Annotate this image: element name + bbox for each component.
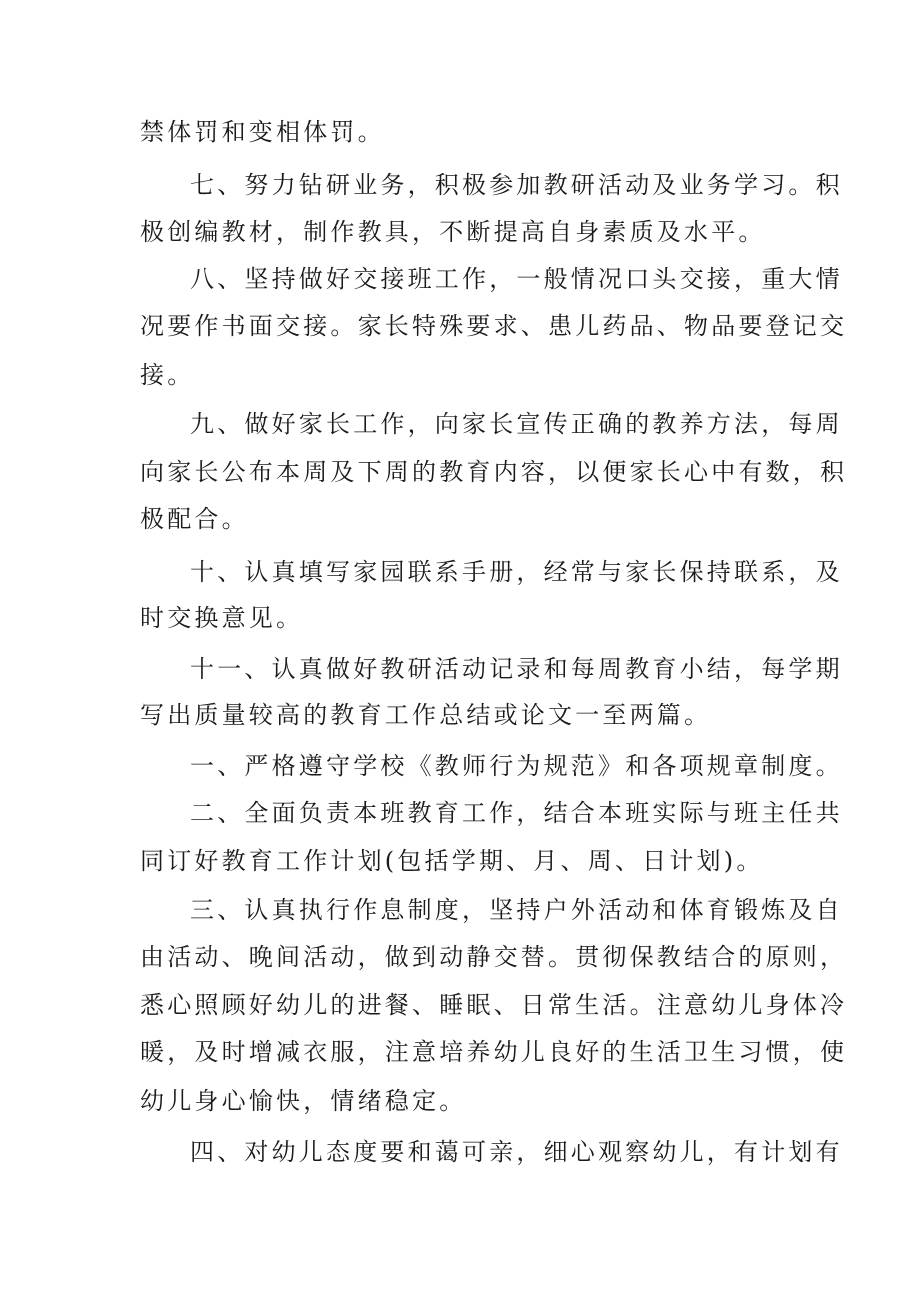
text-line: 一、严格遵守学校《教师行为规范》和各项规章制度。 xyxy=(190,752,843,780)
text-line: 悉心照顾好幼儿的进餐、睡眠、日常生活。注意幼儿身体冷 xyxy=(140,991,848,1019)
text-line: 禁体罚和变相体罚。 xyxy=(140,118,385,146)
text-line: 十一、认真做好教研活动记录和每周教育小结，每学期 xyxy=(190,655,843,683)
text-line: 暖，及时增减衣服，注意培养幼儿良好的生活卫生习惯，使 xyxy=(140,1038,848,1066)
text-line: 幼儿身心愉快，情绪稳定。 xyxy=(140,1087,467,1115)
text-line: 七、努力钻研业务，积极参加教研活动及业务学习。积 xyxy=(190,171,843,199)
text-line: 极配合。 xyxy=(140,505,249,533)
text-line: 三、认真执行作息制度，坚持户外活动和体育锻炼及自 xyxy=(190,896,843,924)
text-line: 十、认真填写家园联系手册，经常与家长保持联系，及 xyxy=(190,558,843,586)
text-line: 二、全面负责本班教育工作，结合本班实际与班主任共 xyxy=(190,799,843,827)
text-line: 九、做好家长工作，向家长宣传正确的教养方法，每周 xyxy=(190,410,843,438)
text-line: 同订好教育工作计划(包括学期、月、周、日计划)。 xyxy=(140,847,764,875)
text-line: 由活动、晚间活动，做到动静交替。贯彻保教结合的原则， xyxy=(140,943,848,971)
text-line: 接。 xyxy=(140,361,195,389)
text-line: 况要作书面交接。家长特殊要求、患儿药品、物品要登记交 xyxy=(140,312,848,340)
text-line: 写出质量较高的教育工作总结或论文一至两篇。 xyxy=(140,701,712,729)
text-line: 时交换意见。 xyxy=(140,604,304,632)
text-line: 四、对幼儿态度要和蔼可亲，细心观察幼儿，有计划有 xyxy=(190,1138,843,1166)
text-line: 向家长公布本周及下周的教育内容，以便家长心中有数，积 xyxy=(140,458,848,486)
text-line: 八、坚持做好交接班工作，一般情况口头交接，重大情 xyxy=(190,265,843,293)
text-line: 极创编教材，制作教具，不断提高自身素质及水平。 xyxy=(140,218,766,246)
